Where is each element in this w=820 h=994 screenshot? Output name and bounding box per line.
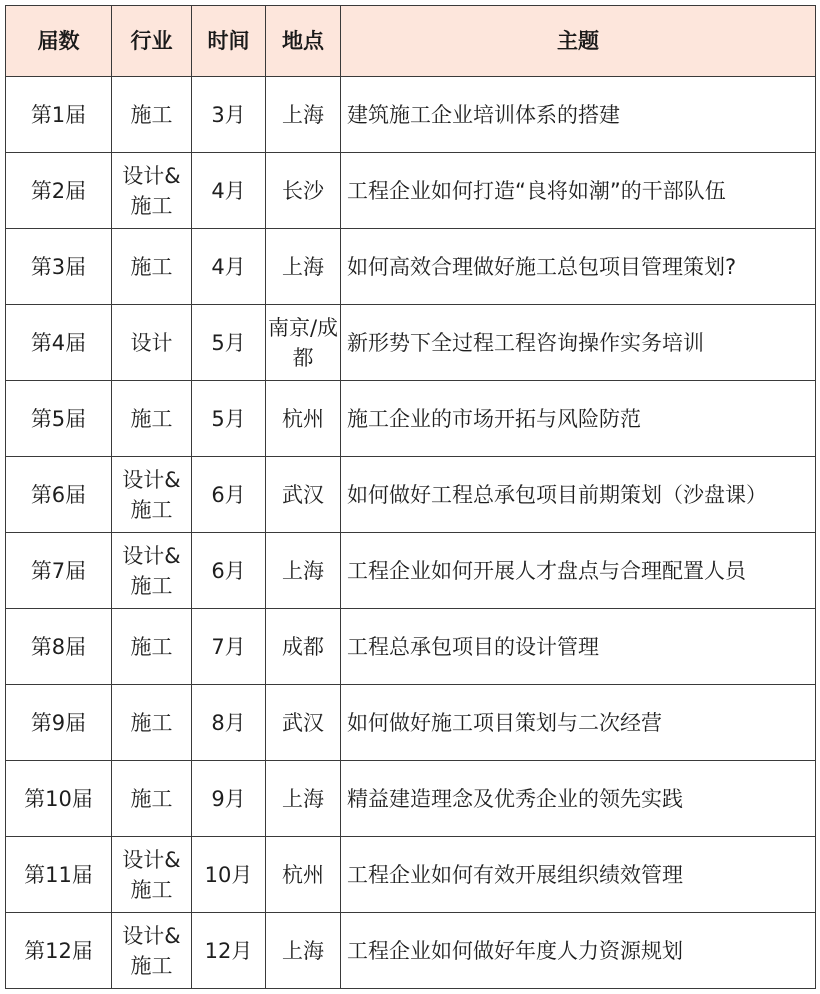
table-row [6, 305, 816, 381]
cell-month: 5月 [192, 305, 266, 381]
cell-session: 第11届 [6, 837, 112, 913]
cell-industry: 施工 [112, 381, 192, 457]
cell-session: 第2届 [6, 153, 112, 229]
table-row [6, 457, 816, 533]
cell-session: 第9届 [6, 685, 112, 761]
cell-location: 上海 [266, 913, 341, 989]
table-row [6, 685, 816, 761]
cell-session: 第8届 [6, 609, 112, 685]
cell-topic: 工程企业如何开展人才盘点与合理配置人员 [341, 533, 816, 609]
schedule-table [5, 5, 816, 989]
header-industry: 行业 [112, 6, 192, 77]
cell-industry: 施工 [112, 77, 192, 153]
cell-industry: 施工 [112, 761, 192, 837]
cell-industry: 施工 [112, 685, 192, 761]
cell-industry: 设计&施工 [112, 533, 192, 609]
cell-session: 第10届 [6, 761, 112, 837]
table-row [6, 229, 816, 305]
cell-session: 第12届 [6, 913, 112, 989]
cell-month: 5月 [192, 381, 266, 457]
cell-industry: 设计&施工 [112, 837, 192, 913]
cell-month: 4月 [192, 153, 266, 229]
cell-month: 4月 [192, 229, 266, 305]
table-row [6, 761, 816, 837]
cell-location: 上海 [266, 533, 341, 609]
cell-topic: 建筑施工企业培训体系的搭建 [341, 77, 816, 153]
cell-location: 杭州 [266, 837, 341, 913]
cell-topic: 工程企业如何有效开展组织绩效管理 [341, 837, 816, 913]
cell-topic: 如何做好施工项目策划与二次经营 [341, 685, 816, 761]
cell-industry: 设计&施工 [112, 457, 192, 533]
header-row [6, 6, 816, 77]
cell-topic: 如何高效合理做好施工总包项目管理策划? [341, 229, 816, 305]
table-row [6, 533, 816, 609]
cell-location: 成都 [266, 609, 341, 685]
cell-location: 武汉 [266, 685, 341, 761]
cell-session: 第1届 [6, 77, 112, 153]
table-row [6, 913, 816, 989]
cell-industry: 设计 [112, 305, 192, 381]
cell-month: 3月 [192, 77, 266, 153]
cell-session: 第5届 [6, 381, 112, 457]
header-location: 地点 [266, 6, 341, 77]
cell-location: 长沙 [266, 153, 341, 229]
cell-month: 12月 [192, 913, 266, 989]
cell-location: 杭州 [266, 381, 341, 457]
cell-session: 第6届 [6, 457, 112, 533]
cell-month: 8月 [192, 685, 266, 761]
cell-session: 第3届 [6, 229, 112, 305]
cell-industry: 设计&施工 [112, 153, 192, 229]
cell-industry: 施工 [112, 229, 192, 305]
cell-location: 上海 [266, 77, 341, 153]
cell-topic: 工程总承包项目的设计管理 [341, 609, 816, 685]
cell-topic: 如何做好工程总承包项目前期策划（沙盘课） [341, 457, 816, 533]
cell-topic: 工程企业如何打造“良将如潮”的干部队伍 [341, 153, 816, 229]
header-month: 时间 [192, 6, 266, 77]
cell-industry: 设计&施工 [112, 913, 192, 989]
table-row [6, 609, 816, 685]
cell-session: 第4届 [6, 305, 112, 381]
table-row [6, 77, 816, 153]
cell-topic: 工程企业如何做好年度人力资源规划 [341, 913, 816, 989]
cell-location: 上海 [266, 761, 341, 837]
cell-location: 武汉 [266, 457, 341, 533]
table-row [6, 153, 816, 229]
table-row [6, 381, 816, 457]
table-row [6, 837, 816, 913]
header-topic: 主题 [341, 6, 816, 77]
cell-location: 南京/成都 [266, 305, 341, 381]
cell-session: 第7届 [6, 533, 112, 609]
cell-month: 6月 [192, 457, 266, 533]
header-session: 届数 [6, 6, 112, 77]
cell-month: 6月 [192, 533, 266, 609]
cell-month: 9月 [192, 761, 266, 837]
cell-location: 上海 [266, 229, 341, 305]
cell-topic: 精益建造理念及优秀企业的领先实践 [341, 761, 816, 837]
cell-month: 10月 [192, 837, 266, 913]
cell-topic: 施工企业的市场开拓与风险防范 [341, 381, 816, 457]
cell-industry: 施工 [112, 609, 192, 685]
cell-topic: 新形势下全过程工程咨询操作实务培训 [341, 305, 816, 381]
cell-month: 7月 [192, 609, 266, 685]
